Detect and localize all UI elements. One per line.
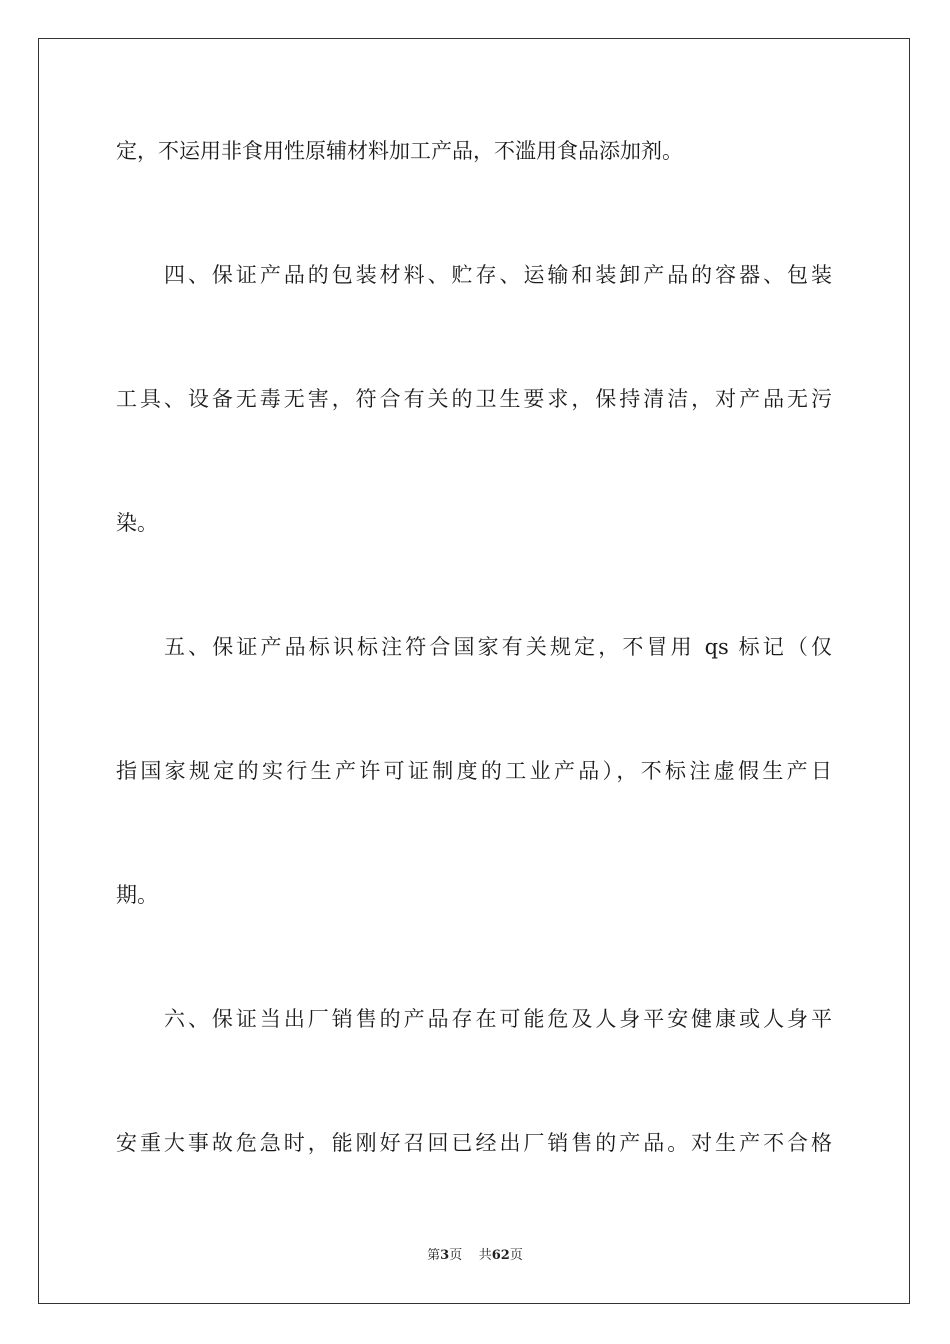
text-line-6: 指国家规定的实行生产许可证制度的工业产品），不标注虚假生产日 [116, 759, 832, 783]
text-line-2: 四、保证产品的包装材料、贮存、运输和装卸产品的容器、包装 [164, 263, 832, 287]
footer-page-suffix: 页 [449, 1248, 463, 1263]
page-border [38, 38, 910, 1304]
text-line-8: 六、保证当出厂销售的产品存在可能危及人身平安健康或人身平 [164, 1007, 832, 1031]
text-line-5: 五、保证产品标识标注符合国家有关规定，不冒用 qs 标记（仅 [164, 635, 832, 659]
page-footer [0, 1246, 950, 1266]
text-line-3: 工具、设备无毒无害，符合有关的卫生要求，保持清洁，对产品无污 [116, 387, 832, 411]
footer-page-number: 3 [440, 1248, 450, 1263]
text-line-4: 染。 [116, 511, 158, 535]
footer-total-prefix: 共 [478, 1248, 492, 1263]
footer-page-prefix: 第 [427, 1248, 441, 1263]
footer-total-suffix: 页 [509, 1248, 523, 1263]
text-line-9: 安重大事故危急时，能刚好召回已经出厂销售的产品。对生产不合格 [116, 1131, 832, 1155]
text-line-7: 期。 [116, 883, 158, 907]
footer-total-pages: 62 [491, 1248, 510, 1263]
text-line-1: 定，不运用非食用性原辅材料加工产品，不滥用食品添加剂。 [116, 139, 683, 163]
